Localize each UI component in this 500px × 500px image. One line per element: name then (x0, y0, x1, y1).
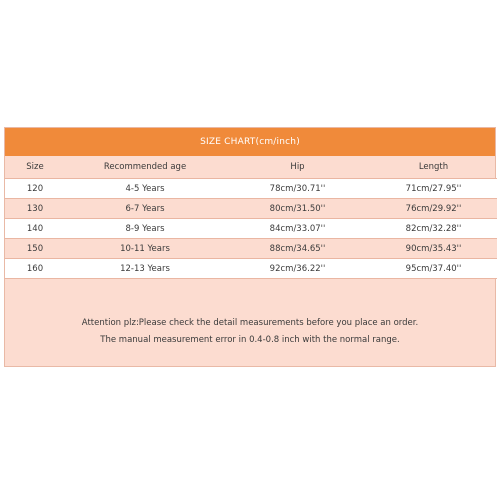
attention-note: Attention plz:Please check the detail measurements before you place an order. (81, 318, 419, 328)
cell-size: 130 (5, 199, 65, 219)
cell-size: 140 (5, 219, 65, 239)
table-row (5, 199, 497, 219)
table-row (5, 179, 497, 199)
cell-length: 82cm/32.28'' (370, 219, 497, 239)
cell-hip: 84cm/33.07'' (225, 219, 370, 239)
cell-length: 90cm/35.43'' (370, 239, 497, 259)
cell-age: 10-11 Years (65, 239, 225, 259)
cell-length: 71cm/27.95'' (370, 179, 497, 199)
column-header-hip: Hip (225, 156, 370, 179)
cell-size: 120 (5, 179, 65, 199)
table-row (5, 239, 497, 259)
column-header-length: Length (370, 156, 497, 179)
cell-size: 150 (5, 239, 65, 259)
cell-age: 6-7 Years (65, 199, 225, 219)
cell-length: 76cm/29.92'' (370, 199, 497, 219)
cell-age: 4-5 Years (65, 179, 225, 199)
cell-age: 12-13 Years (65, 259, 225, 279)
size-table (5, 156, 497, 279)
cell-age: 8-9 Years (65, 219, 225, 239)
cell-hip: 80cm/31.50'' (225, 199, 370, 219)
cell-hip: 78cm/30.71'' (225, 179, 370, 199)
cell-length: 95cm/37.40'' (370, 259, 497, 279)
cell-hip: 92cm/36.22'' (225, 259, 370, 279)
column-header-size: Size (5, 156, 65, 179)
column-header-age: Recommended age (65, 156, 225, 179)
size-chart (4, 127, 496, 367)
table-row (5, 219, 497, 239)
cell-hip: 88cm/34.65'' (225, 239, 370, 259)
notes-block (5, 315, 495, 349)
table-header-row (5, 156, 497, 179)
chart-title: SIZE CHART(cm/inch) (5, 128, 495, 156)
table-row (5, 259, 497, 279)
measurement-error-note: The manual measurement error in 0.4-0.8 inch with the normal range. (100, 335, 400, 345)
cell-size: 160 (5, 259, 65, 279)
